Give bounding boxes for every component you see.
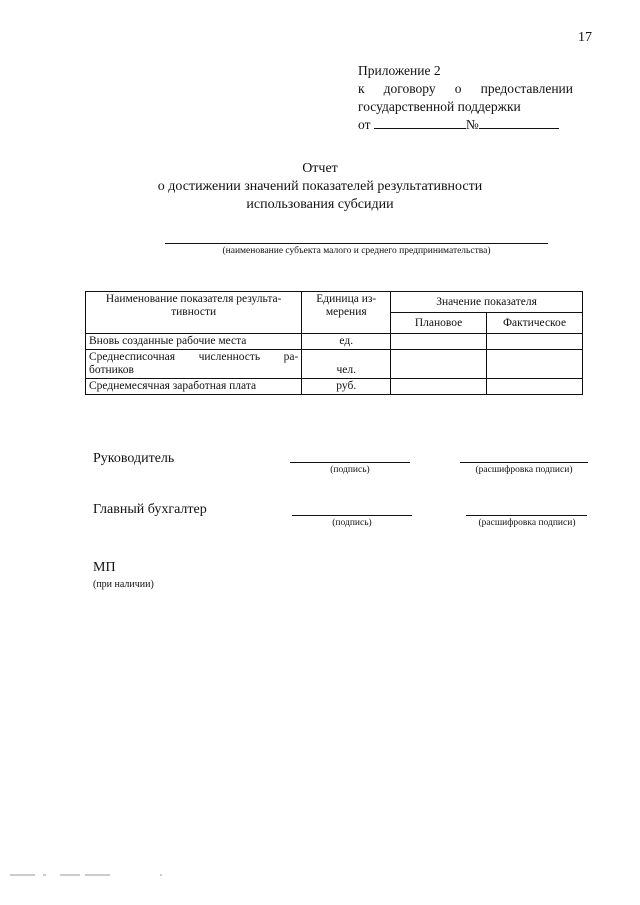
row-name: Среднемесячная заработная плата [86,379,302,395]
table-row [86,350,583,379]
row-name: Среднесписочная численность ра-ботников [86,350,302,379]
row-actual-cell [487,350,583,379]
table-row [86,334,583,350]
row-planned-cell [391,379,487,395]
appendix-date-line [358,116,573,134]
date-blank [374,128,466,129]
stamp-note: (при наличии) [93,579,154,590]
row-planned-cell [391,334,487,350]
header-value: Значение показателя [391,292,583,313]
number-sign: № [465,117,479,132]
stamp-label: МП [93,560,116,575]
head-signature-line [290,462,410,463]
subject-name-caption: (наименование субъекта малого и среднего предпринимательства) [222,246,491,256]
report-title-line3: использования субсидии [246,197,394,212]
date-prefix: от [358,117,371,132]
header-planned: Плановое [391,313,487,334]
report-title-line1: Отчет [302,161,338,176]
row-actual-cell [487,379,583,395]
scan-artifact [10,872,170,878]
appendix-contract-line: к договору о предоставлении [358,81,573,96]
accountant-decode-line [466,515,587,516]
page-number: 17 [578,30,592,45]
head-label: Руководитель [93,451,175,466]
accountant-signature-line [292,515,412,516]
appendix-title: Приложение 2 [358,63,441,78]
accountant-decode-caption: (расшифровка подписи) [478,518,576,528]
head-decode-line [460,462,588,463]
appendix-block [358,62,573,134]
report-title [0,160,640,214]
row-planned-cell [391,350,487,379]
head-decode-caption: (расшифровка подписи) [475,465,573,475]
row-unit: руб. [302,379,391,395]
row-unit: чел. [302,350,391,379]
indicators-table [85,291,583,395]
header-unit: Единица из-мерения [302,292,391,334]
report-title-line2: о достижении значений показателей результативности [157,179,483,194]
appendix-support-line: государственной поддержки [358,99,521,114]
subject-name-line [165,243,548,244]
header-actual: Фактическое [487,313,583,334]
row-actual-cell [487,334,583,350]
row-name: Вновь созданные рабочие места [86,334,302,350]
table-header-row [86,292,583,313]
row-unit: ед. [302,334,391,350]
table-row [86,379,583,395]
accountant-label: Главный бухгалтер [93,502,207,517]
header-indicator-name: Наименование показателя результа-тивности [86,292,302,334]
head-signature-caption: (подпись) [330,465,370,475]
number-blank [479,128,559,129]
accountant-signature-caption: (подпись) [332,518,372,528]
